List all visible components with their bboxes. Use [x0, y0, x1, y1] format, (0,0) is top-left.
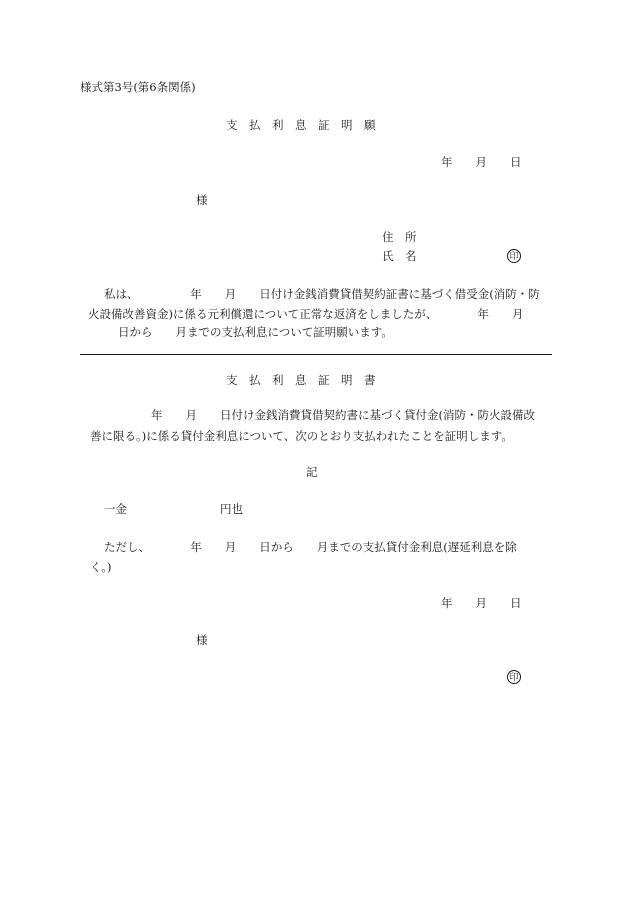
- seal-mark-certificate: 印: [507, 670, 521, 684]
- certificate-title: 支 払 利 息 証 明 書: [226, 373, 376, 387]
- certificate-date: 年 月 日: [441, 596, 522, 610]
- amount-prefix: 一金: [104, 502, 127, 516]
- address-label: 住 所: [382, 230, 417, 244]
- certificate-note-line-2: く。): [90, 560, 112, 574]
- name-label: 氏 名: [382, 249, 417, 263]
- certificate-body-line-1: 年 月 日付け金銭消費貸借契約書に基づく貸付金(消防・防火設備改: [151, 408, 535, 422]
- form-label: 様式第3号(第6条関係): [80, 80, 196, 94]
- application-body-line-3: 日から 月までの支払利息について証明願います。: [118, 325, 393, 339]
- ki-label: 記: [306, 465, 318, 479]
- application-body-line-2: 火設備改善資金)に係る元利償還について正常な返済をしましたが、 年 月: [88, 307, 524, 321]
- seal-mark: 印: [507, 249, 521, 263]
- certificate-note-line-1: ただし、 年 月 日から 月までの支払貸付金利息(遅延利息を除: [104, 540, 517, 554]
- application-title: 支 払 利 息 証 明 願: [226, 118, 376, 132]
- application-date: 年 月 日: [441, 155, 522, 169]
- amount-suffix: 円也: [220, 502, 243, 516]
- section-divider: [80, 354, 552, 355]
- application-body-line-1: 私は、 年 月 日付け金銭消費貸借契約証書に基づく借受金(消防・防: [104, 287, 540, 301]
- application-addressee: 様: [196, 193, 208, 207]
- certificate-body-line-2: 善に限る。)に係る貸付金利息について、次のとおり支払われたことを証明します。: [90, 429, 513, 443]
- certificate-addressee: 様: [196, 633, 208, 647]
